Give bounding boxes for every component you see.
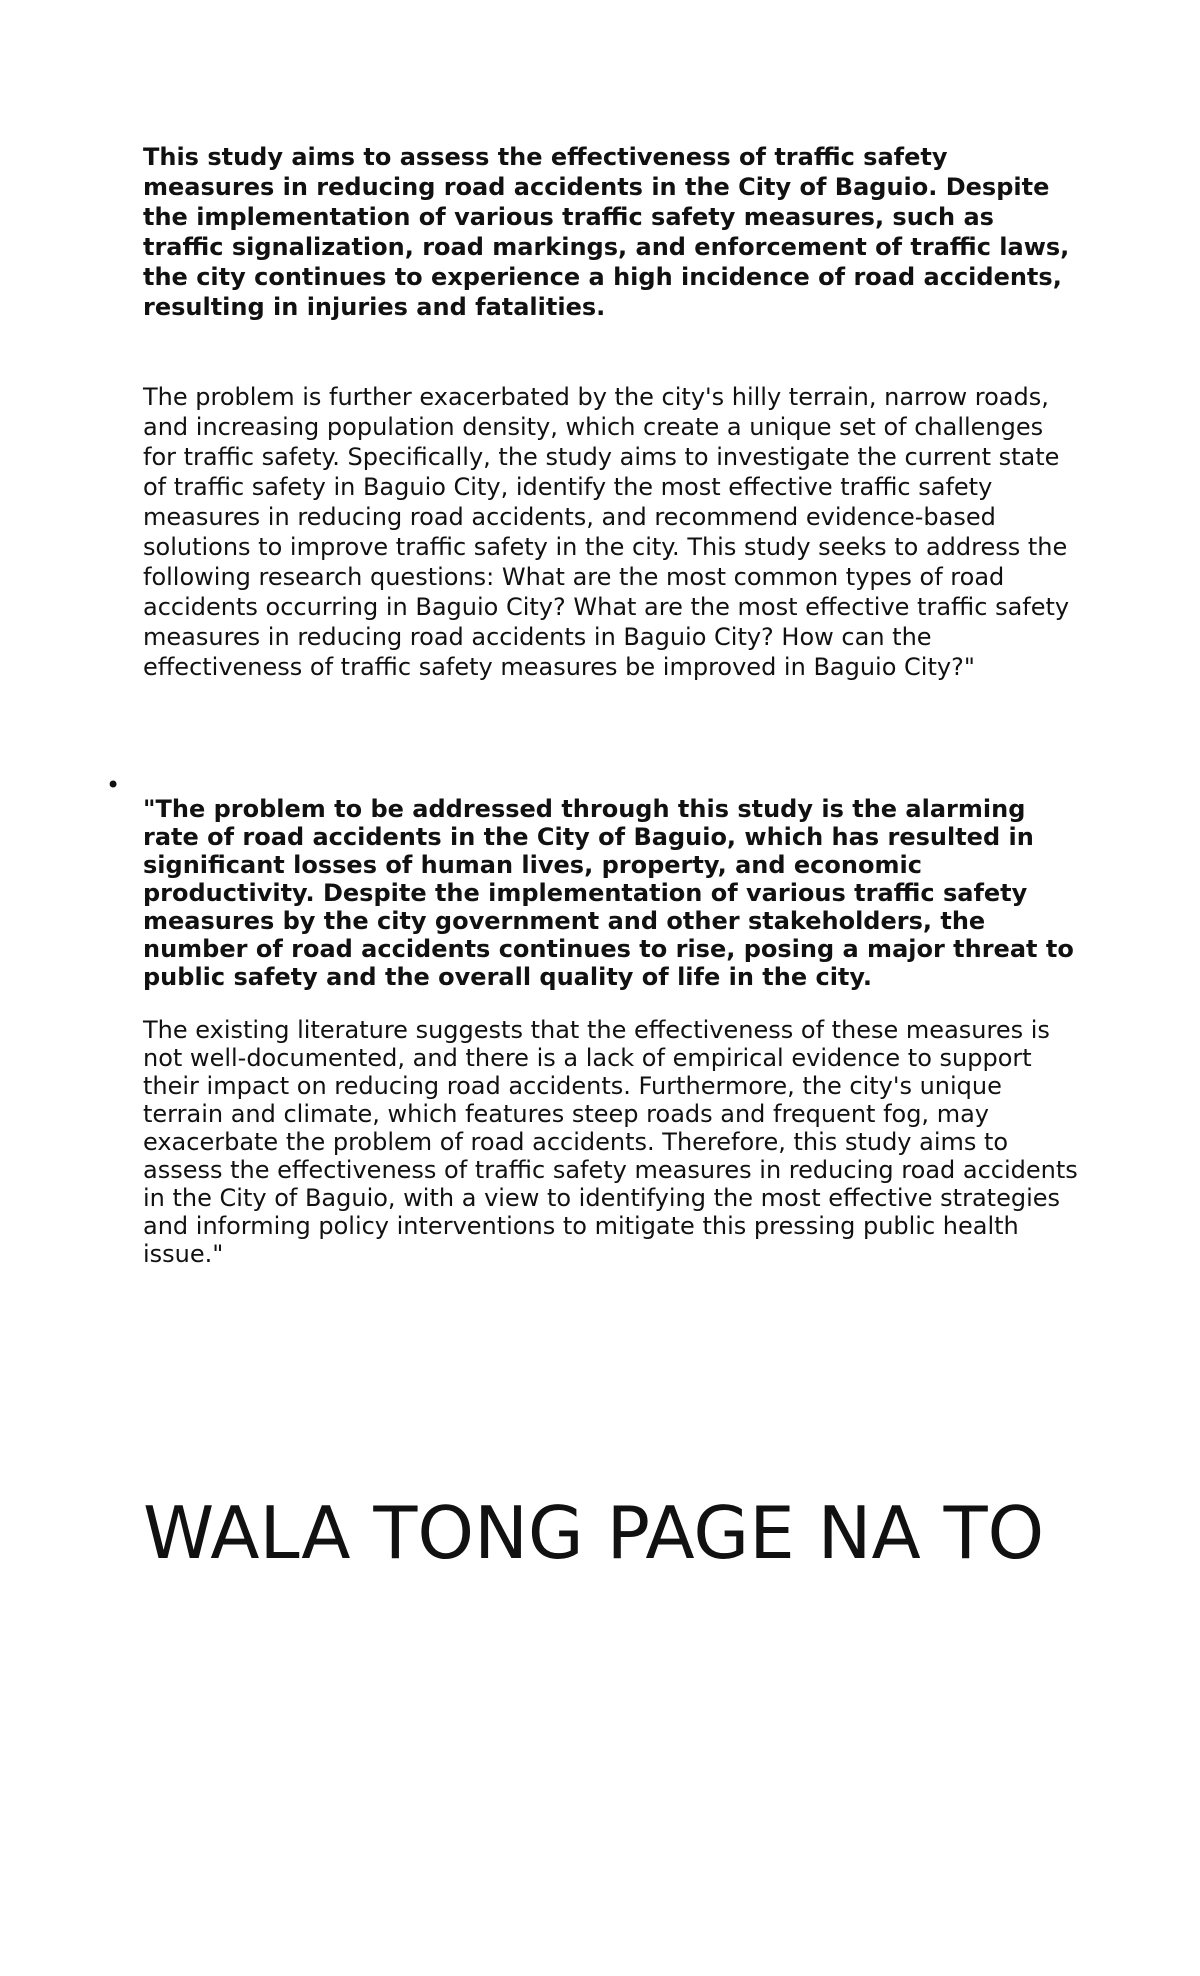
problem-paragraph: The problem is further exacerbated by the city's hilly terrain, narrow roads, and increasing population density, which create a unique set of challenges for traffic safety. Specifically, the study aims to investigate the current state of traffic safety in Baguio City, identify the most effective traffic safety measures in reducing road accidents, and recommend evidence-based solutions to improve traffic safety in the city. This study seeks to address the following research questions: What are the most common types of road accidents occurring in Baguio City? What are the most effective traffic safety measures in reducing road accidents in Baguio City? How can the effectiveness of traffic safety measures be improved in Baguio City?" — [143, 383, 1070, 681]
intro-paragraph: This study aims to assess the effectiveness of traffic safety measures in reducing road accidents in the City of Baguio. Despite the implementation of various traffic safety measures, such as traffic signalization, road markings, and enforcement of traffic laws, the city continues to experience a high incidence of road accidents, resulting in injuries and fatalities. — [143, 143, 1070, 321]
bullet-marker: • — [106, 771, 121, 799]
page-note-heading: WALA TONG PAGE NA TO — [143, 1491, 1045, 1575]
problem-statement-paragraph: "The problem to be addressed through this study is the alarming rate of road accidents in the City of Baguio, which has resulted in significant losses of human lives, property, and economic productivity. Despite the implementation of various traffic safety measures by the city government and other stakeholders, the number of road accidents continues to rise, posing a major threat to public safety and the overall quality of life in the city. — [143, 795, 1074, 991]
literature-paragraph: The existing literature suggests that the effectiveness of these measures is not well-documented, and there is a lack of empirical evidence to support their impact on reducing road accidents. Furthermore, the city's unique terrain and climate, which features steep roads and frequent fog, may exacerbate the problem of road accidents. Therefore, this study aims to assess the effectiveness of traffic safety measures in reducing road accidents in the City of Baguio, with a view to identifying the most effective strategies and informing policy interventions to mitigate this pressing public health issue." — [143, 1016, 1078, 1268]
